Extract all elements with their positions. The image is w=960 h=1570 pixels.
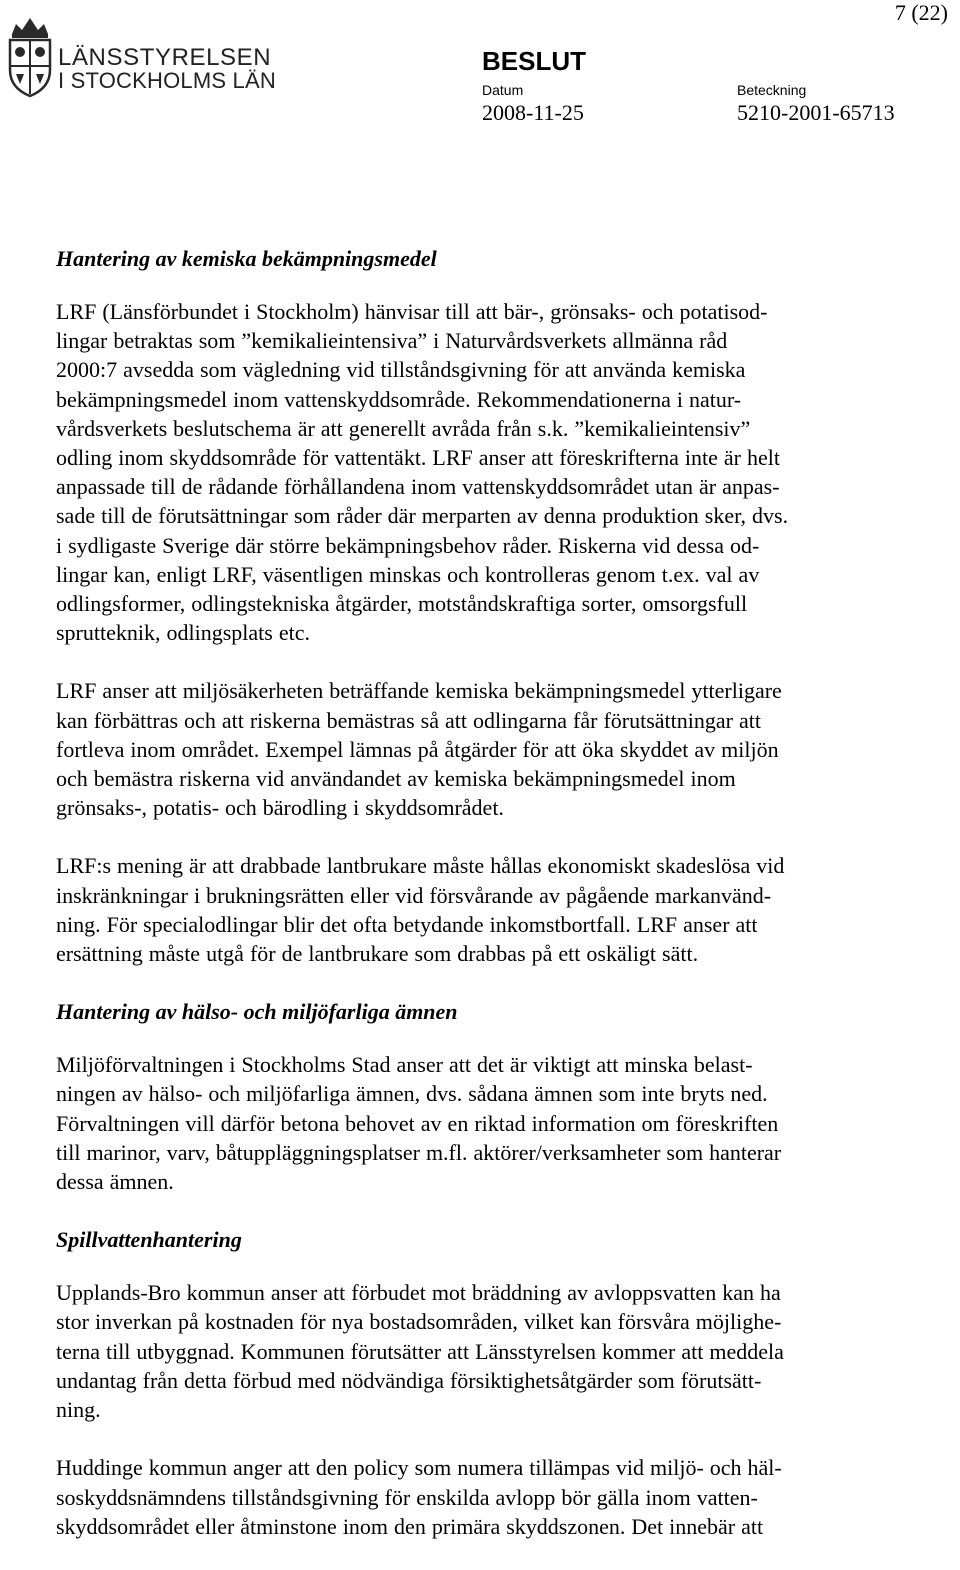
paragraph: [56, 851, 906, 968]
date-value: 2008-11-25: [482, 100, 584, 125]
reference-label: Beteckning: [737, 82, 807, 98]
section-heading: Hantering av kemiska bekämpningsmedel: [56, 246, 437, 271]
document-body: [56, 244, 906, 1570]
text-line: LRF:s mening är att drabbade lantbrukare måste hållas ekonomiskt skadeslösa vid: [56, 853, 785, 879]
text-line: dessa ämnen.: [56, 1169, 174, 1195]
coat-of-arms-icon: [4, 12, 56, 98]
text-line: till marinor, varv, båtuppläggningsplatser m.fl. aktörer/verksamheter som hanterar: [56, 1139, 782, 1165]
paragraph: [56, 1453, 906, 1541]
organization-name: [58, 46, 276, 92]
text-line: Huddinge kommun anger att den policy som numera tillämpas vid miljö- och häl-: [56, 1455, 782, 1481]
section-heading: Spillvattenhantering: [56, 1227, 242, 1253]
text-line: stor inverkan på kostnaden för nya bostadsområden, vilket kan försvåra möjlighe-: [56, 1309, 782, 1335]
section-pesticides: [56, 244, 906, 968]
text-line: undantag från detta förbud med nödvändiga försiktighetsåtgärder som förutsätt-: [56, 1367, 762, 1393]
text-line: LRF anser att miljösäkerheten beträffande kemiska bekämpningsmedel ytterligare: [56, 678, 782, 704]
text-line: och bemästra riskerna vid användandet av kemiska bekämpningsmedel inom: [56, 766, 736, 792]
text-line: anpassade till de rådande förhållandena inom vattenskyddsområdet utan är anpas-: [56, 474, 780, 500]
text-line: Förvaltningen vill därför betona behovet av en riktad information om föreskriften: [56, 1110, 779, 1136]
paragraph: [56, 1050, 906, 1196]
paragraph: [56, 1278, 906, 1424]
text-line: soskyddsnämndens tillståndsgivning för enskilda avlopp bör gälla inom vatten-: [56, 1484, 758, 1510]
text-line: skyddsområdet eller åtminstone inom den primära skyddszonen. Det innebär att: [56, 1513, 764, 1539]
text-line: odling inom skyddsområde för vattentäkt. LRF anser att föreskrifterna inte är helt: [56, 445, 780, 471]
text-line: ersättning måste utgå för de lantbrukare som drabbas på ett oskäligt sätt.: [56, 941, 699, 967]
paragraph: [56, 297, 906, 647]
text-line: LRF (Länsförbundet i Stockholm) hänvisar till att bär-, grönsaks- och potatisod-: [56, 299, 768, 324]
text-line: Miljöförvaltningen i Stockholms Stad anser att det är viktigt att minska belast-: [56, 1052, 753, 1078]
text-line: kan förbättras och att riskerna bemästras så att odlingarna får förutsättningar att: [56, 707, 761, 733]
text-line: ning. För specialodlingar blir det ofta betydande inkomstbortfall. LRF anser att: [56, 911, 758, 937]
date-label: Datum: [482, 82, 524, 98]
org-line-1: LÄNSSTYRELSEN: [58, 44, 272, 71]
paragraph: [56, 676, 906, 822]
text-line: Upplands-Bro kommun anser att förbudet mot bräddning av avloppsvatten kan ha: [56, 1280, 781, 1306]
text-line: vårdsverkets beslutschema är att generellt avråda från s.k. ”kemikalieintensiv”: [56, 415, 751, 441]
text-line: bekämpningsmedel inom vattenskyddsområde. Rekommendationerna i natur-: [56, 386, 742, 412]
org-line-2: I STOCKHOLMS LÄN: [58, 68, 276, 93]
text-line: 2000:7 avsedda som vägledning vid tillståndsgivning för att använda kemiska: [56, 357, 746, 383]
text-line: grönsaks-, potatis- och bärodling i skyddsområdet.: [56, 795, 504, 821]
text-line: terna till utbyggnad. Kommunen förutsätter att Länsstyrelsen kommer att meddela: [56, 1338, 784, 1364]
section-hazardous-substances: [56, 997, 906, 1196]
text-line: inskränkningar i brukningsrätten eller vid försvårande av pågående markanvänd-: [56, 882, 772, 908]
text-line: lingar kan, enligt LRF, väsentligen minskas och kontrolleras genom t.ex. val av: [56, 561, 760, 587]
text-line: i sydligaste Sverige där större bekämpningsbehov råder. Riskerna vid dessa od-: [56, 532, 760, 558]
section-heading: Hantering av hälso- och miljöfarliga ämnen: [56, 999, 458, 1025]
text-line: lingar betraktas som ”kemikalieintensiva” i Naturvårdsverkets allmänna råd: [56, 328, 728, 354]
document-type: BESLUT: [482, 46, 586, 76]
text-line: odlingsformer, odlingstekniska åtgärder, motståndskraftiga sorter, omsorgsfull: [56, 591, 748, 617]
text-line: sade till de förutsättningar som råder där merparten av denna produktion sker, dvs.: [56, 503, 789, 529]
text-line: fortleva inom området. Exempel lämnas på åtgärder för att öka skyddet av miljön: [56, 736, 779, 762]
text-line: ningen av hälso- och miljöfarliga ämnen, dvs. sådana ämnen som inte bryts ned.: [56, 1081, 768, 1107]
text-line: ning.: [56, 1397, 101, 1423]
document-header: [0, 0, 960, 140]
text-line: sprutteknik, odlingsplats etc.: [56, 620, 310, 646]
page-number: 7 (22): [894, 0, 948, 25]
reference-value: 5210-2001-65713: [737, 100, 895, 125]
section-wastewater: [56, 1225, 906, 1541]
